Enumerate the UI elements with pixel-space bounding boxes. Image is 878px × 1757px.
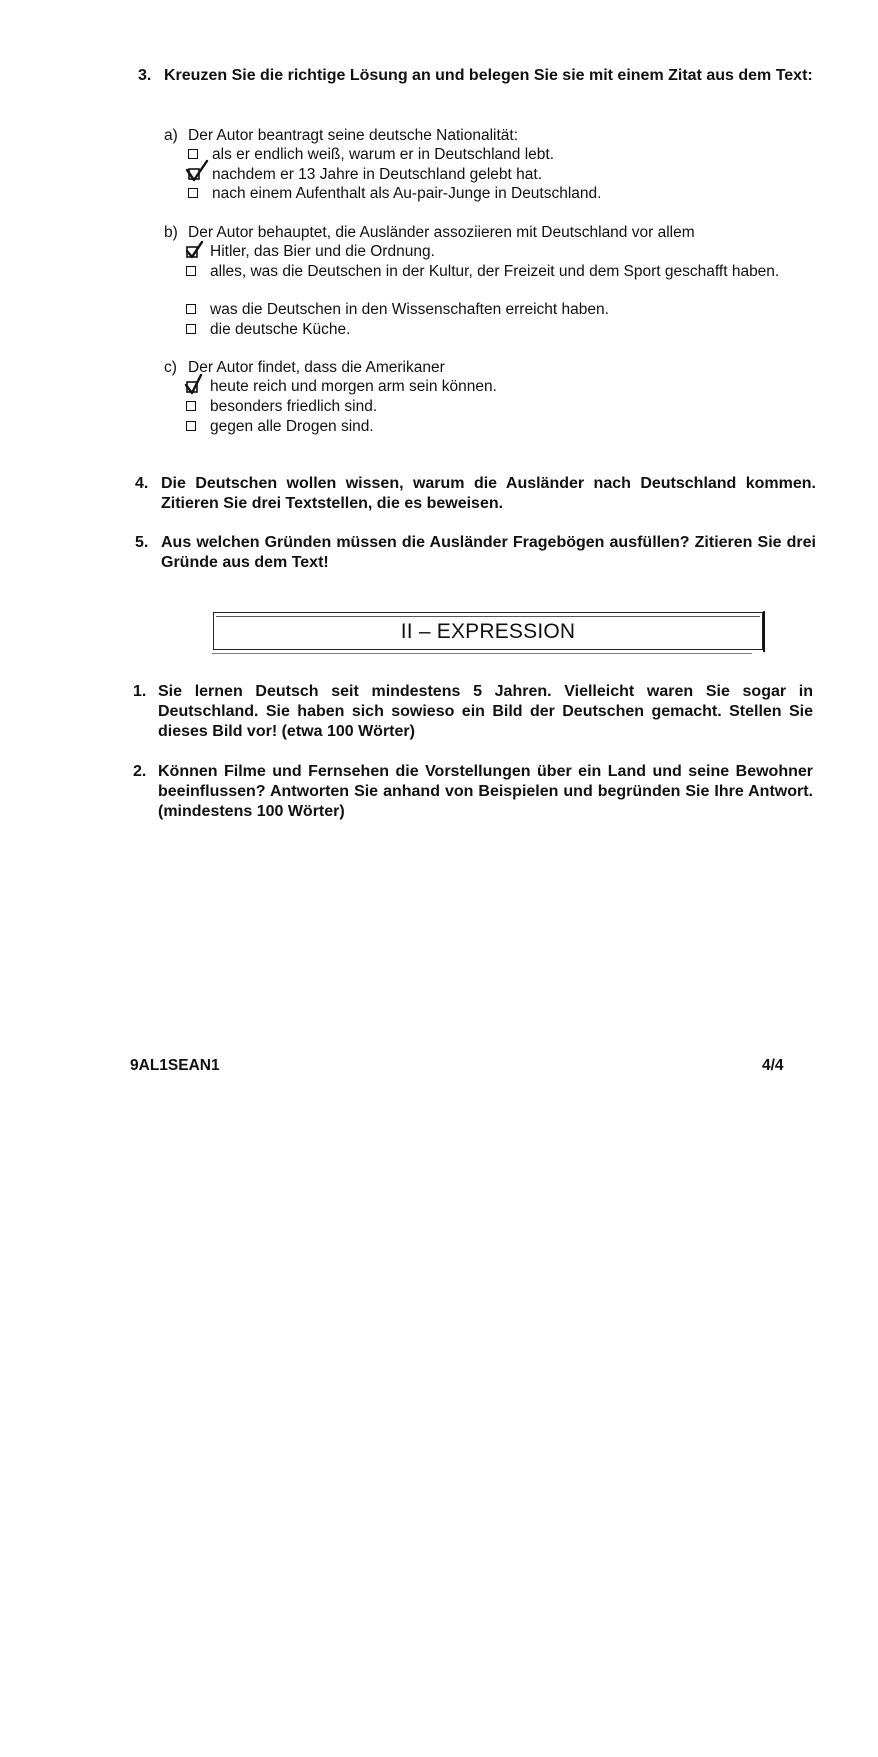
- checkmark-icon[interactable]: [183, 238, 207, 264]
- option-text: die deutsche Küche.: [210, 321, 351, 338]
- section-banner: [213, 612, 763, 650]
- option-c2[interactable]: [210, 397, 377, 416]
- option-c1[interactable]: [210, 377, 497, 396]
- option-a3[interactable]: [212, 184, 601, 203]
- option-text: nachdem er 13 Jahre in Deutschland gelebt hat.: [212, 166, 543, 183]
- part-a-text: Der Autor beantragt seine deutsche Nationalität:: [188, 127, 519, 144]
- footer-code: 9AL1SEAN1: [130, 1057, 220, 1074]
- task-number: 1.: [133, 683, 147, 700]
- part-c-text: Der Autor findet, dass die Amerikaner: [188, 359, 445, 376]
- banner-rule: [212, 653, 752, 654]
- checkbox-icon[interactable]: [186, 304, 196, 314]
- task-number: 2.: [133, 763, 147, 780]
- option-text: heute reich und morgen arm sein können.: [210, 378, 497, 395]
- banner-rule: [763, 611, 765, 652]
- option-text: als er endlich weiß, warum er in Deutschland lebt.: [212, 146, 555, 163]
- option-text: was die Deutschen in den Wissenschaften erreicht haben.: [210, 301, 609, 318]
- question-text: Die Deutschen wollen wissen, warum die Ausländer nach Deutschland kommen. Zitieren Sie drei Textstellen, die es beweisen.: [161, 475, 816, 512]
- part-label: a): [164, 127, 178, 144]
- option-text: gegen alle Drogen sind.: [210, 418, 374, 435]
- option-c3[interactable]: [210, 417, 374, 436]
- question-number: 3.: [138, 67, 152, 84]
- question-number: 5.: [135, 534, 149, 551]
- checkbox-icon[interactable]: [186, 401, 196, 411]
- part-b-label: [164, 223, 178, 242]
- question-3: [138, 66, 818, 110]
- checkbox-icon[interactable]: [188, 188, 198, 198]
- task-text: Können Filme und Fernsehen die Vorstellungen über ein Land und seine Bewohner beeinflussen? Antworten Sie anhand von Beispielen und begründen Sie Ihre Antwort. (mindestens 100 Wörter): [158, 763, 813, 820]
- option-b4[interactable]: [210, 320, 350, 339]
- banner-rule: [216, 616, 760, 617]
- question-5: [135, 533, 816, 577]
- part-label: c): [164, 359, 177, 376]
- option-text: nach einem Aufenthalt als Au-pair-Junge in Deutschland.: [212, 185, 602, 202]
- option-text: Hitler, das Bier und die Ordnung.: [210, 243, 435, 260]
- part-b-text: Der Autor behauptet, die Ausländer assoziieren mit Deutschland vor allem: [188, 224, 695, 241]
- option-a2[interactable]: [212, 165, 542, 184]
- task-text: Sie lernen Deutsch seit mindestens 5 Jahren. Vielleicht waren Sie sogar in Deutschland. Sie haben sich sowieso ein Bild der Deutschen gemacht. Stellen Sie dieses Bild vor! (etwa 100 Wörter): [158, 683, 813, 740]
- part-label: b): [164, 224, 178, 241]
- checkbox-icon[interactable]: [186, 421, 196, 431]
- question-number: 4.: [135, 475, 149, 492]
- part-c-label: [164, 358, 177, 377]
- expression-task-1: [133, 682, 813, 746]
- checkbox-icon[interactable]: [186, 266, 196, 276]
- checkbox-icon[interactable]: [188, 149, 198, 159]
- question-text: Kreuzen Sie die richtige Lösung an und belegen Sie sie mit einem Zitat aus dem Text:: [164, 67, 813, 84]
- checkbox-icon[interactable]: [186, 324, 196, 334]
- option-a1[interactable]: [212, 145, 554, 164]
- option-text: besonders friedlich sind.: [210, 398, 378, 415]
- expression-task-2: [133, 762, 813, 826]
- question-4: [135, 474, 816, 518]
- checkmark-icon[interactable]: [183, 373, 207, 399]
- section-title: II – EXPRESSION: [400, 620, 576, 643]
- checkmark-icon[interactable]: [186, 159, 210, 185]
- part-a-label: [164, 126, 178, 145]
- option-b2[interactable]: [210, 262, 816, 281]
- option-b1[interactable]: [210, 242, 435, 261]
- page-number: 4/4: [762, 1057, 784, 1074]
- question-text: Aus welchen Gründen müssen die Ausländer Fragebögen ausfüllen? Zitieren Sie drei Gründe aus dem Text!: [161, 534, 816, 571]
- option-b3[interactable]: [210, 300, 609, 319]
- option-text: alles, was die Deutschen in der Kultur, der Freizeit und dem Sport geschafft haben.: [210, 263, 780, 280]
